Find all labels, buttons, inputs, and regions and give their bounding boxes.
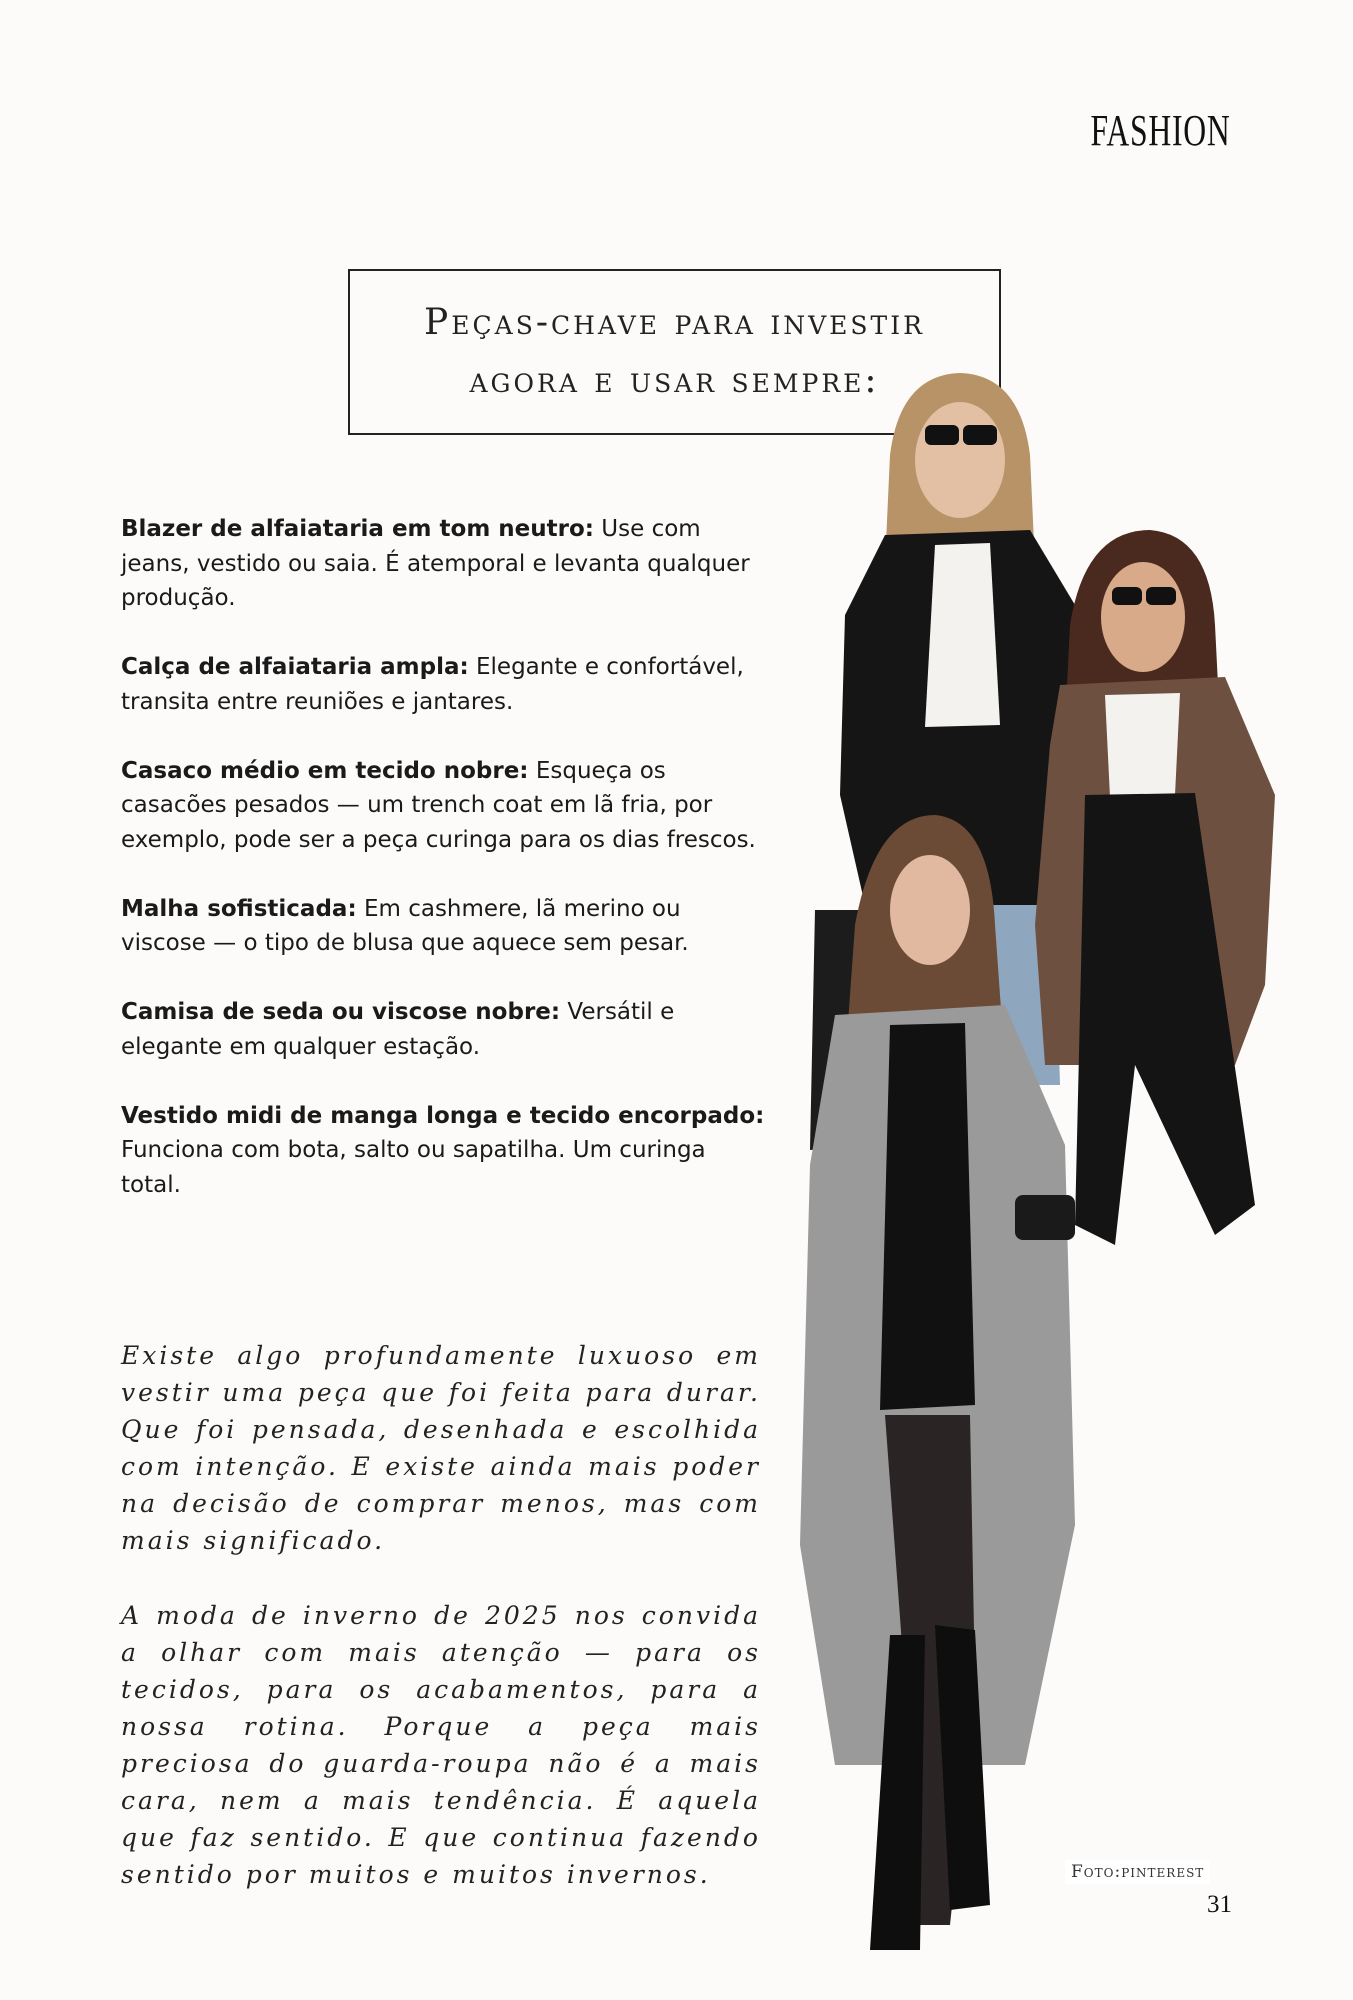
item-heading: Vestido midi de manga longa e tecido encorpado: [121,1102,765,1129]
closing-paragraph-1: Existe algo profundamente luxuoso em vestir uma peça que foi feita para durar. Que foi pensada, desenhada e escolhida com intenção. E existe ainda mais poder na decisão de comprar menos, mas com mais significado. [121,1341,761,1555]
item-heading: Blazer de alfaiataria em tom neutro: [121,516,594,542]
item-text: Esqueça os casacões pesados — um trench coat em lã fria, por exemplo, pode ser a peça curinga para os dias frescos. [121,757,756,853]
model-brown-blazer [1035,530,1275,1245]
item-heading: Casaco médio em tecido nobre: [121,757,529,784]
item-heading: Camisa de seda ou viscose nobre: [121,999,561,1025]
item-heading: Malha sofisticada: [121,895,357,922]
item-text: Versátil e elegante em qualquer estação. [121,999,675,1060]
fashion-photo-collage [775,365,1335,1955]
title-line-2: agora e usar sempre: [469,360,880,401]
title-line-1: Peças-chave para investir [424,302,925,343]
item-text: Funciona com bota, salto ou sapatilha. Um curinga total. [121,1137,706,1198]
list-item [121,650,771,719]
list-item [121,995,771,1064]
item-heading: Calça de alfaiataria ampla: [121,654,469,680]
list-item [121,892,771,961]
item-text: Elegante e confortável, transita entre reuniões e jantares. [121,654,744,715]
page-number: 31 [1207,1891,1232,1918]
photo-credit: Foto:pinterest [1065,1860,1210,1884]
key-pieces-list [121,512,771,1237]
list-item [121,512,771,616]
list-item [121,754,771,858]
item-text: Use com jeans, vestido ou saia. É atemporal e levanta qualquer produção. [121,516,750,611]
item-text: Em cashmere, lã merino ou viscose — o tipo de blusa que aquece sem pesar. [121,895,689,956]
list-item [121,1099,771,1203]
closing-paragraph-2: A moda de inverno de 2025 nos convida a olhar com mais atenção — para os tecidos, para os acabamentos, para a nossa rotina. Porque a peça mais preciosa do guarda-roupa não é a mais cara, nem a mais tendência. É aquela que faz sentido. E que continua fazendo sentido por muitos e muitos invernos. [121,1601,761,1889]
section-label: FASHION [1090,106,1230,155]
